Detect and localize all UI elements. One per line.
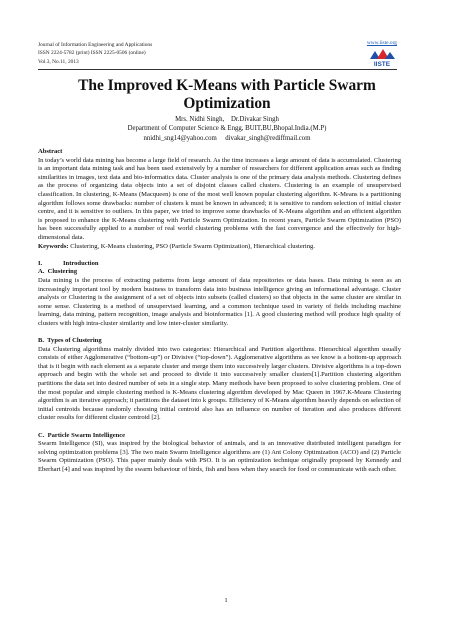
author-affiliation: Department of Computer Science & Engg, BUIT,BU,Bhopal.India.(M.P) xyxy=(127,125,327,133)
subsection-types-heading: B. Types of Clustering xyxy=(38,337,102,345)
journal-header xyxy=(38,41,152,66)
paper-body xyxy=(38,148,401,475)
logo-text: IISTE xyxy=(373,61,391,67)
types-paragraph: Data Clustering algorithms mainly divided into two categories: Hierarchical and Partition algorithms. Hierarchical algorithm usually consists of either Agglomerative (“bottom-up”) or Divisive (“top-down”). Agglomerative algorithms as we know is a bottom-up approach that is it begin with each element as a separate cluster and merge them into successively larger clusters. Divisive algorithms is a top-down approach and begin with the whole set and proceed to divide it into successively smaller clusters[1].Partition clustering algorithm partitions the data set into desired number of sets in a single step. Many methods have been proposed to solve clustering problem. One of the most popular and simple clustering method is K-Means clustering algorithm developed by Mac Queen in 1967.K-Means Clustering algorithm is an iterative approach; it partitions the dataset into k groups. Efficiency of K-Means algorithm heavily depends on selection of initial centroids because randomly choosing initial centroid also has an influence on number of iteration and also produces different cluster results for different cluster centroid [2]. xyxy=(38,345,401,422)
clustering-paragraph: Data mining is the process of extracting patterns from large amount of data repositories or data bases. Data mining is seen as an increasingly important tool by modern business to transform data into business intelligence giving an informational advantage. Cluster analysis or Clustering is the assignment of a set of objects into subsets (called clusters) so that objects in the same cluster are similar in some sense. Clustering is a method of unsupervised learning, and a common technique used in variety of fields including machine learning, data mining, pattern recognition, image analysis and bioinformatics [1]. A good clustering method will produce high quality of clusters with high intra-cluster similarity and low inter-cluster similarity. xyxy=(38,276,401,327)
iiste-logo xyxy=(367,49,397,67)
page-number: 1 xyxy=(224,597,228,604)
journal-volume: Vol.3, No.11, 2013 xyxy=(38,58,79,65)
keywords-text: Clustering, K-Means clustering, PSO (Particle Swarm Optimization), Hierarchical clustering. xyxy=(68,242,315,250)
title-line-2: Optimization xyxy=(183,95,271,112)
header-divider xyxy=(38,69,397,70)
author-names: Mrs. Nidhi Singh, Dr.Divakar Singh xyxy=(175,116,279,123)
journal-issn: ISSN 2224-5782 (print) ISSN 2225-0506 (online) xyxy=(38,50,146,57)
abstract-heading: Abstract xyxy=(38,148,63,155)
subsection-clustering-heading: A. Clustering xyxy=(38,268,78,276)
section-number: I. xyxy=(38,259,43,267)
subsection-swarm-heading: C. Particle Swarm Intelligence xyxy=(38,431,126,439)
paper-title xyxy=(40,77,414,113)
title-line-1: The Improved K-Means with Particle Swarm xyxy=(78,77,376,94)
keywords-label: Keywords: xyxy=(38,242,69,250)
keywords-line xyxy=(38,243,401,252)
section-title: Introduction xyxy=(63,259,99,267)
author-block xyxy=(40,115,414,143)
author-emails: nnidhi_sng14@yahoo.com divakar_singh@rediffmail.com xyxy=(143,134,311,142)
journal-name: Journal of Information Engineering and Applications xyxy=(38,42,153,48)
journal-url-link[interactable]: www.iiste.org xyxy=(366,40,397,46)
section-introduction-heading xyxy=(38,260,401,269)
swarm-paragraph: Swarm Intelligence (SI), was inspired by the biological behavior of animals, and is an innovative distributed intelligent paradigm for solving optimization problems [3]. The two main Swarm Intelligence algorithms are (1) Ant Colony Optimization (ACO) and (2) Particle Swarm Optimization (PSO). This paper mainly deals with PSO. It is an optimization technique originally proposed by Kennedy and Eberhart [4] and was inspired by the swarm behaviour of birds, fish and bees when they search for food or communicate with each other. xyxy=(38,440,401,473)
abstract-text: In today’s world data mining has become a large field of research. As the time increases a large amount of data is accumulated. Clustering is an important data mining task and has been used extensively by a number of researchers for different application areas such as finding similarities in images, text data and bio-informatics data. Cluster analysis is one of the primary data analysis methods. Clustering defines as the process of organizing data objects into a set of disjoint classes called clusters. Clustering is an example of unsupervised classification. In clustering, K-Means (Macqueen) is one of the most well known popular clustering algorithm. K-Means is a partitioning algorithm follows some drawbacks: number of clusters k must be known in advanced; it is sensitive to random selection of initial cluster centre, and it is sensitive to outliers. In this paper, we tried to improve some drawbacks of K-Means algorithm and an efficient algorithm is proposed to enhance the K-Means clustering with Particle Swarm Optimization. In recent years, Particle Swarm Optimization (PSO) has been successfully applied to a number of real world clustering problems with the fast convergence and the effectively for high-dimensional data. xyxy=(38,156,401,241)
